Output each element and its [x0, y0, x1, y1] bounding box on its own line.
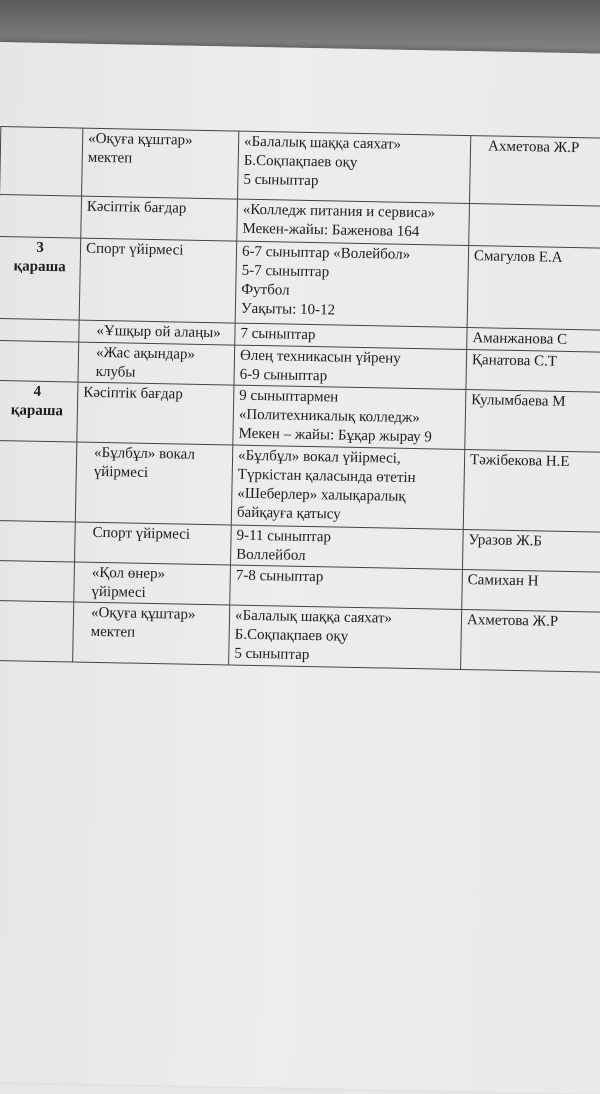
club-name: Спорт үйірмесі: [92, 524, 191, 543]
date-day: [3, 320, 75, 321]
description-line: 5-7 сыныптар: [241, 262, 330, 281]
responsible-name: Самихан Н: [467, 572, 539, 590]
description-line: 9-11 сыныптар: [236, 527, 332, 546]
club-cell: [82, 128, 239, 199]
description-line: 6-9 сыныптар: [239, 366, 328, 385]
club-cell: [77, 382, 234, 445]
date-cell: [0, 600, 74, 662]
club-cell: [73, 602, 230, 665]
date-day: [0, 562, 70, 563]
description-line: Мекен-жайы: Баженова 164: [242, 220, 420, 241]
club-name: Спорт үйірмесі: [85, 240, 184, 259]
club-cell: [79, 238, 237, 323]
club-name: мектеп: [87, 149, 133, 167]
responsible-name: Тәжібекова Н.Е: [469, 452, 570, 471]
responsible-name: Ахметова Ж.Р: [487, 138, 580, 157]
description-cell: [230, 565, 463, 609]
date-month: [6, 128, 78, 129]
responsible-cell: [462, 529, 600, 572]
description-line: 6-7 сыныптар «Волейбол»: [241, 243, 411, 263]
date-day: 4: [33, 383, 42, 400]
schedule-table: [0, 126, 600, 673]
date-cell: [0, 318, 79, 342]
description-line: «Шеберлер» халықаралық: [237, 485, 406, 505]
club-name: «Ұшқыр ой алаңы»: [96, 322, 221, 342]
paper-sheet: [0, 42, 600, 1094]
responsible-name: Кулымбаева М: [471, 392, 566, 410]
date-day: [5, 196, 77, 197]
club-name: «Қол өнер»: [91, 564, 166, 583]
description-cell: [231, 525, 464, 569]
description-line: Өлең техникасын үйрену: [239, 347, 401, 367]
club-name: Кәсіптік бағдар: [83, 384, 183, 403]
date-day: 3: [36, 239, 44, 256]
table-row: [0, 600, 600, 672]
date-cell: [0, 520, 75, 562]
date-cell: [0, 380, 78, 442]
description-line: 7-8 сыныптар: [235, 567, 324, 586]
description-line: 9 сыныптармен: [239, 387, 339, 406]
club-name: «Жас ақындар»: [95, 344, 196, 363]
date-month: [5, 196, 77, 197]
date-day: [2, 342, 74, 343]
responsible-cell: [469, 136, 600, 207]
responsible-cell: [463, 449, 600, 532]
responsible-name: [475, 205, 600, 207]
description-cell: [234, 345, 467, 389]
description-line: Б.Соқпақпаев оқу: [243, 152, 358, 171]
date-cell: [0, 195, 82, 239]
club-name: мектеп: [90, 623, 136, 641]
description-line: Футбол: [241, 281, 290, 299]
date-month: қараша: [13, 258, 66, 276]
description-cell: [231, 445, 464, 529]
date-day: [6, 128, 78, 129]
description-line: «Бұлбұл» вокал үйірмесі,: [237, 447, 401, 467]
description-line: Түркістан қаласында өтетін: [237, 466, 416, 487]
club-cell: [78, 342, 235, 385]
responsible-cell: [467, 246, 600, 331]
club-name: «Оқуға құштар»: [90, 604, 196, 623]
club-name: «Бұлбұл» вокал: [93, 444, 196, 463]
date-cell: [0, 237, 81, 321]
table-row: [0, 440, 600, 532]
responsible-cell: [465, 390, 600, 453]
description-line: Уақыты: 10-12: [240, 300, 336, 319]
description-cell: [237, 199, 470, 245]
description-cell: [238, 131, 471, 203]
date-day: [0, 442, 72, 443]
date-cell: [0, 440, 77, 522]
description-line: «Балалық шаққа саяхат»: [243, 133, 402, 153]
responsible-name: Ахметова Ж.Р: [466, 612, 559, 630]
table-row: [0, 127, 600, 207]
date-day: [0, 602, 69, 603]
club-cell: [79, 320, 235, 345]
description-line: «Балалық шаққа саяхат»: [234, 607, 393, 627]
responsible-cell: [467, 328, 600, 353]
date-cell: [0, 127, 83, 197]
description-cell: [229, 605, 462, 669]
responsible-name: Аманжанова С: [472, 330, 568, 348]
date-day: [0, 522, 71, 523]
responsible-name: Уразов Ж.Б: [468, 532, 543, 550]
club-name: үйірмесі: [91, 583, 146, 601]
club-name: клубы: [95, 363, 136, 381]
description-line: байқауға қатысу: [236, 504, 341, 523]
description-line: 5 сыныптар: [243, 171, 319, 190]
description-cell: [235, 241, 469, 327]
club-name: «Оқуға құштар»: [88, 130, 193, 149]
date-month: қараша: [10, 402, 64, 420]
responsible-name: Смагулов Е.А: [473, 248, 563, 266]
description-line: «Политехникалық колледж»: [238, 406, 420, 427]
date-cell: [0, 560, 75, 602]
description-line: «Колледж питания и сервиса»: [242, 201, 436, 222]
description-line: Б.Соқпақпаев оқу: [234, 626, 349, 645]
responsible-cell: [469, 204, 600, 249]
table-row: [0, 237, 600, 331]
responsible-name: Қанатова С.Т: [471, 352, 558, 370]
date-cell: [0, 340, 79, 382]
club-cell: [75, 442, 233, 525]
club-cell: [81, 196, 238, 241]
description-line: Мекен – жайы: Бұқар жырау 9: [238, 425, 432, 446]
club-cell: [74, 562, 231, 605]
description-line: Воллейбол: [236, 546, 306, 564]
description-line: 5 сыныптар: [234, 645, 310, 664]
club-name: Кәсіптік бағдар: [86, 198, 187, 217]
club-name: үйірмесі: [93, 463, 149, 481]
responsible-cell: [461, 609, 600, 672]
description-line: 7 сыныптар: [240, 325, 316, 344]
club-cell: [75, 522, 232, 565]
responsible-cell: [462, 569, 600, 612]
description-cell: [233, 385, 466, 449]
responsible-cell: [466, 350, 600, 393]
